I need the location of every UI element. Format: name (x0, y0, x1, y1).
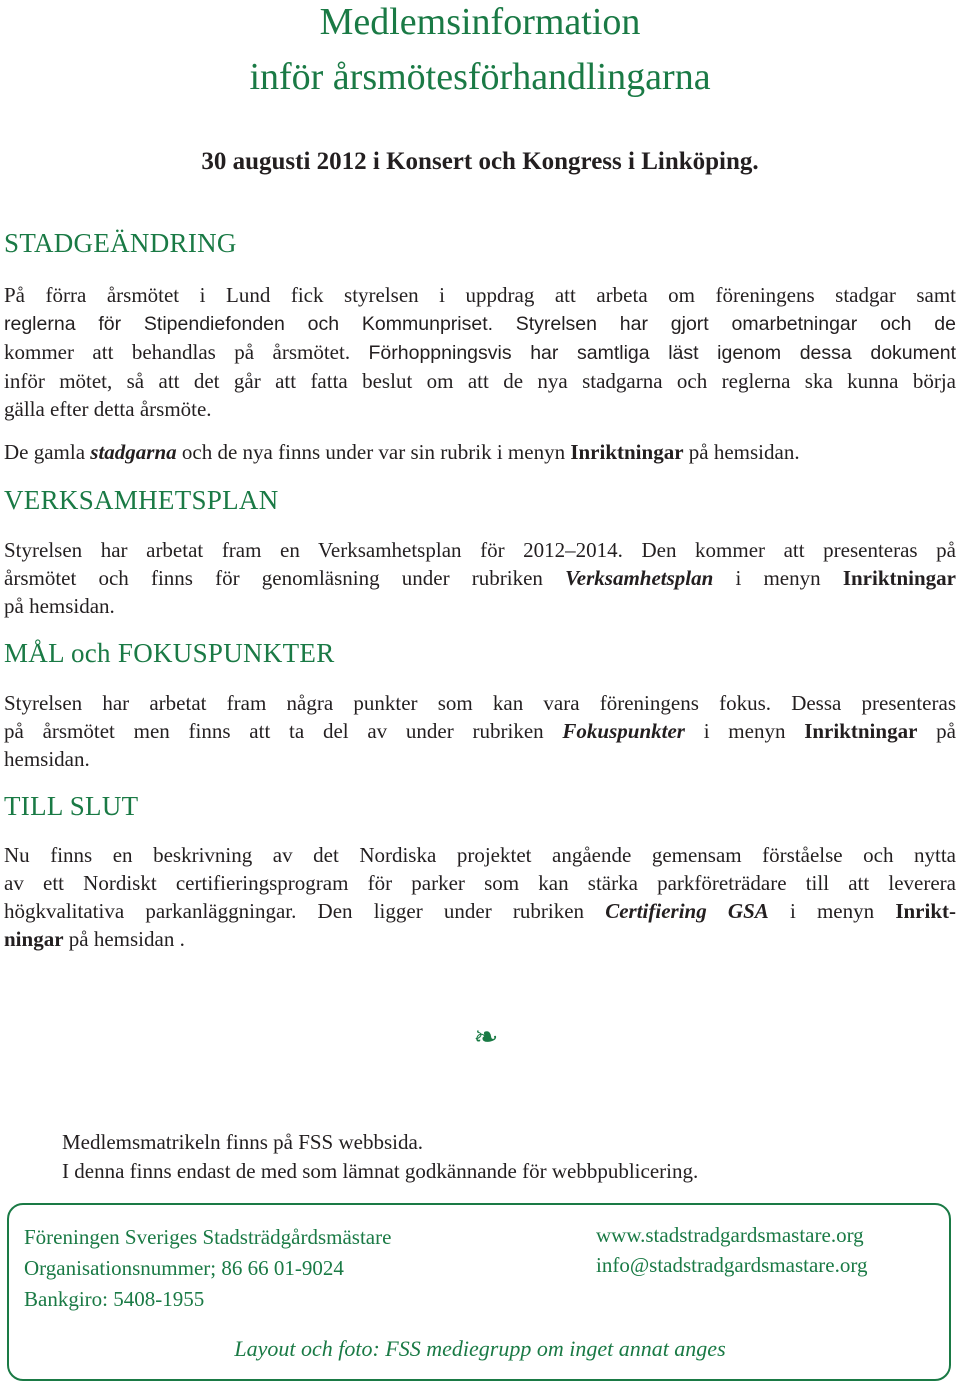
note-line-2: I denna finns endast de med som lämnat godkännande för webbpublicering. (62, 1159, 699, 1183)
text-segment: på årsmötet men finns att ta del av under rubriken (4, 719, 563, 743)
text-segment: kommer att behandlas på årsmötet. (4, 340, 351, 364)
emphasis-inriktningar: Inriktningar (842, 566, 957, 590)
text-line (4, 309, 956, 338)
emphasis-inriktningar: Inriktningar (570, 440, 684, 464)
emphasis-inriktningar: Inrikt- (895, 899, 957, 923)
text-segment: på (917, 719, 956, 743)
emphasis-fokuspunkter: Fokuspunkter (562, 719, 685, 743)
text-segment: på hemsidan. (683, 440, 800, 464)
paragraph-mal-fokuspunkter (4, 689, 956, 773)
emphasis-inriktningar: ningar (4, 927, 64, 951)
note-line-1: Medlemsmatrikeln finns på FSS webbsida. (62, 1130, 424, 1154)
paragraph-stadgeandring (4, 281, 956, 423)
text-line: Styrelsen har arbetat fram några punkter som kan vara föreningens fokus. Dessa presenteras (4, 691, 956, 715)
text-line: hemsidan. (4, 747, 90, 771)
text-line (4, 438, 956, 466)
text-line (4, 338, 956, 367)
text-segment: på hemsidan . (63, 927, 185, 951)
text-line: Styrelsen har arbetat fram en Verksamhetsplan för 2012–2014. Den kommer att presenteras på (4, 538, 956, 562)
text-segment: i menyn (684, 719, 805, 743)
heading-mal-fokuspunkter: MÅL och FOKUSPUNKTER (4, 638, 335, 668)
text-line: av ett Nordiskt certifieringsprogram för parker som kan stärka parkföreträdare till att leverera (4, 871, 956, 895)
emphasis-verksamhetsplan: Verksamhetsplan (565, 566, 714, 590)
text-segment: Styrelsen har gjort omarbetningar och de (515, 313, 957, 335)
text-line (4, 897, 956, 925)
text-line: på hemsidan. (4, 594, 115, 618)
page-title-line-2: inför årsmötesförhandlingarna (249, 56, 711, 98)
text-segment: i menyn (713, 566, 843, 590)
bankgiro: Bankgiro: 5408-1955 (24, 1287, 205, 1311)
ornament-icon: ❧ (473, 1020, 499, 1055)
page-title-line-1: Medlemsinformation (319, 1, 641, 43)
paragraph-stadgar-link (4, 438, 956, 466)
emphasis-stadgarna: stadgarna (90, 440, 177, 464)
emphasis-certifiering-gsa: Certifiering GSA (605, 899, 769, 923)
text-segment: och de nya finns under var sin rubrik i menyn (176, 440, 571, 464)
text-line: Nu finns en beskrivning av det Nordiska projektet angående gemensam förståelse och nytta (4, 843, 956, 867)
text-segment: årsmötet och finns för genomläsning under rubriken (4, 566, 566, 590)
text-line: inför mötet, så att det går att fatta beslut om att de nya stadgarna och reglerna ska kunna börja (4, 369, 956, 393)
heading-stadgeandring: STADGEÄNDRING (4, 228, 237, 258)
emphasis-inriktningar: Inriktningar (804, 719, 918, 743)
text-line (4, 925, 956, 953)
text-line: På förra årsmötet i Lund fick styrelsen i uppdrag att arbeta om föreningens stadgar samt (4, 283, 956, 307)
layout-credit: Layout och foto: FSS mediegrupp om inget annat anges (234, 1336, 726, 1361)
text-segment: i menyn (768, 899, 896, 923)
paragraph-till-slut (4, 841, 956, 953)
heading-verksamhetsplan: VERKSAMHETSPLAN (4, 485, 279, 515)
text-segment: Förhoppningsvis har samtliga läst igenom dessa dokument (368, 342, 956, 364)
paragraph-verksamhetsplan (4, 536, 956, 620)
org-number: Organisationsnummer; 86 66 01-9024 (24, 1256, 344, 1280)
text-segment: De gamla (4, 440, 91, 464)
org-name: Föreningen Sveriges Stadsträdgårdsmästare (24, 1225, 392, 1249)
email-link[interactable]: info@stadstradgardsmastare.org (596, 1253, 868, 1277)
website-link[interactable]: www.stadstradgardsmastare.org (596, 1223, 864, 1247)
text-segment: högkvalitativa parkanläggningar. Den ligger under rubriken (4, 899, 606, 923)
heading-till-slut: TILL SLUT (4, 791, 139, 821)
text-line (4, 717, 956, 745)
text-line (4, 564, 956, 592)
meeting-date: 30 augusti 2012 i Konsert och Kongress i Linköping. (201, 148, 759, 175)
text-segment: reglerna för Stipendiefonden och Kommunpriset. (4, 313, 494, 335)
text-line: gälla efter detta årsmöte. (4, 397, 212, 421)
